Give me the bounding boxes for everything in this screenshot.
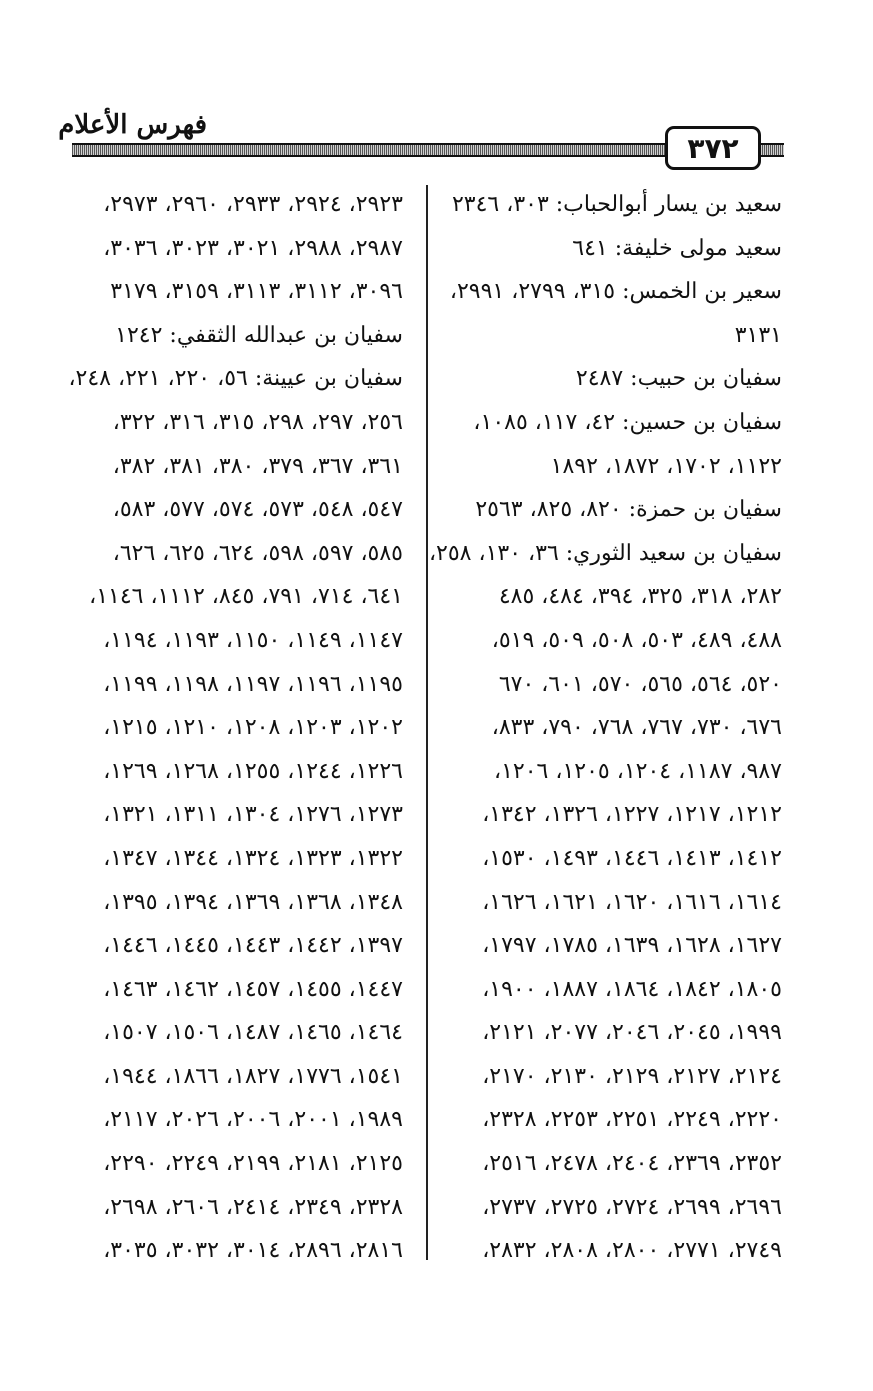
index-line: ٣١٣١	[734, 322, 782, 348]
index-line: ٢٩٢٣، ٢٩٢٤، ٢٩٣٣، ٢٩٦٠، ٢٩٧٣،	[103, 192, 403, 217]
index-line: ٢٨٢، ٣١٨، ٣٢٥، ٣٩٤، ٤٨٤، ٤٨٥	[498, 584, 782, 610]
index-column-left	[68, 183, 403, 1273]
index-line: سفيان بن سعيد الثوري: ٣٦، ١٣٠، ٢٥٨،	[428, 540, 782, 566]
index-line: سفيان بن عيينة: ٥٦، ٢٢٠، ٢٢١، ٢٤٨،	[68, 366, 403, 392]
index-column-right	[428, 183, 782, 1273]
index-line: ٥٤٧، ٥٤٨، ٥٧٣، ٥٧٤، ٥٧٧، ٥٨٣،	[112, 497, 403, 523]
index-line: ٣٠٩٦، ٣١١٢، ٣١١٣، ٣١٥٩، ٣١٧٩	[110, 279, 403, 305]
index-line: ١١٢٢، ١٧٠٢، ١٨٧٢، ١٨٩٢	[550, 453, 782, 479]
index-line: ١٣٤٨، ١٣٦٨، ١٣٦٩، ١٣٩٤، ١٣٩٥،	[103, 889, 403, 915]
index-line: ١٢٢٦، ١٢٤٤، ١٢٥٥، ١٢٦٨، ١٢٦٩،	[103, 758, 403, 784]
index-line: ٤٨٨، ٤٨٩، ٥٠٣، ٥٠٨، ٥٠٩، ٥١٩،	[491, 627, 782, 653]
index-line: ٢٥٦، ٢٩٧، ٢٩٨، ٣١٥، ٣١٦، ٣٢٢،	[112, 409, 403, 435]
column-divider	[426, 185, 428, 1260]
index-line: ١٤٦٤، ١٤٦٥، ١٤٨٧، ١٥٠٦، ١٥٠٧،	[103, 1020, 403, 1046]
index-line: ٢٢٢٠، ٢٢٤٩، ٢٢٥١، ٢٢٥٣، ٢٣٢٨،	[482, 1107, 782, 1133]
index-line: ١٣٢٢، ١٣٢٣، ١٣٢٤، ١٣٤٤، ١٣٤٧،	[103, 845, 403, 871]
index-line: ٣٦١، ٣٦٧، ٣٧٩، ٣٨٠، ٣٨١، ٣٨٢،	[112, 453, 403, 479]
index-line: سفيان بن عبدالله الثقفي: ١٢٤٢	[115, 322, 403, 348]
index-line: ٦٤١، ٧١٤، ٧٩١، ٨٤٥، ١١١٢، ١١٤٦،	[89, 584, 403, 610]
index-line: ١٤١٢، ١٤١٣، ١٤٤٦، ١٤٩٣، ١٥٣٠،	[482, 845, 782, 871]
index-line: سفيان بن حسين: ٤٢، ١١٧، ١٠٨٥،	[473, 409, 782, 435]
running-header-title: فهرس الأعلام	[58, 110, 207, 140]
index-line: سعير بن الخمس: ٣١٥، ٢٧٩٩، ٢٩٩١،	[449, 279, 782, 305]
page-number-box	[665, 126, 761, 170]
index-line: ١٤٤٧، ١٤٥٥، ١٤٥٧، ١٤٦٢، ١٤٦٣،	[103, 976, 403, 1002]
index-line: ١٢٠٢، ١٢٠٣، ١٢٠٨، ١٢١٠، ١٢١٥،	[103, 715, 403, 741]
index-line: ٢٩٨٧، ٢٩٨٨، ٣٠٢١، ٣٠٢٣، ٣٠٣٦،	[103, 235, 403, 261]
index-line: ٢٣٥٢، ٢٣٦٩، ٢٤٠٤، ٢٤٧٨، ٢٥١٦،	[482, 1151, 782, 1177]
index-line: ١٩٩٩، ٢٠٤٥، ٢٠٤٦، ٢٠٧٧، ٢١٢١،	[482, 1020, 782, 1046]
page-number: ٣٧٢	[687, 131, 739, 165]
index-line: ١٦٢٧، ١٦٢٨، ١٦٣٩، ١٧٨٥، ١٧٩٧،	[482, 933, 782, 959]
index-line: ٥٨٥، ٥٩٧، ٥٩٨، ٦٢٤، ٦٢٥، ٦٢٦،	[112, 540, 403, 566]
index-line: ١٩٨٩، ٢٠٠١، ٢٠٠٦، ٢٠٢٦، ٢١١٧،	[103, 1107, 403, 1133]
index-line: ٢٦٩٦، ٢٦٩٩، ٢٧٢٤، ٢٧٢٥، ٢٧٣٧،	[482, 1194, 782, 1220]
index-line: ١١٩٥، ١١٩٦، ١١٩٧، ١١٩٨، ١١٩٩،	[103, 671, 403, 697]
index-line: ١٦١٤، ١٦١٦، ١٦٢٠، ١٦٢١، ١٦٢٦،	[482, 889, 782, 915]
index-line: ١١٤٧، ١١٤٩، ١١٥٠، ١١٩٣، ١١٩٤،	[103, 627, 403, 653]
index-line: ٢٧٤٩، ٢٧٧١، ٢٨٠٠، ٢٨٠٨، ٢٨٣٢،	[482, 1238, 782, 1264]
index-line: ٢١٢٤، ٢١٢٧، ٢١٢٩، ٢١٣٠، ٢١٧٠،	[482, 1063, 782, 1089]
index-line: سفيان بن حمزة: ٨٢٠، ٨٢٥، ٢٥٦٣	[475, 497, 782, 523]
index-line: ٥٢٠، ٥٦٤، ٥٦٥، ٥٧٠، ٦٠١، ٦٧٠	[498, 671, 782, 697]
index-line: ٢٣٢٨، ٢٣٤٩، ٢٤١٤، ٢٦٠٦، ٢٦٩٨،	[103, 1194, 403, 1220]
index-line: سفيان بن حبيب: ٢٤٨٧	[575, 366, 782, 392]
index-line: ٢٨١٦، ٢٨٩٦، ٣٠١٤، ٣٠٣٢، ٣٠٣٥،	[103, 1238, 403, 1264]
index-line: ٦٧٦، ٧٣٠، ٧٦٧، ٧٦٨، ٧٩٠، ٨٣٣،	[491, 715, 782, 741]
index-line: ١٢٧٣، ١٢٧٦، ١٣٠٤، ١٣١١، ١٣٢١،	[103, 802, 403, 828]
index-line: سعيد مولى خليفة: ٦٤١	[572, 235, 782, 261]
index-line: سعيد بن يسار أبوالحباب: ٣٠٣، ٢٣٤٦	[451, 192, 782, 217]
index-line: ١٢١٢، ١٢١٧، ١٢٢٧، ١٣٢٦، ١٣٤٢،	[482, 802, 782, 828]
index-line: ١٨٠٥، ١٨٤٢، ١٨٦٤، ١٨٨٧، ١٩٠٠،	[482, 976, 782, 1002]
index-line: ٩٨٧، ١١٨٧، ١٢٠٤، ١٢٠٥، ١٢٠٦،	[494, 758, 782, 784]
index-line: ١٣٩٧، ١٤٤٢، ١٤٤٣، ١٤٤٥، ١٤٤٦،	[103, 933, 403, 959]
index-line: ٢١٢٥، ٢١٨١، ٢١٩٩، ٢٢٤٩، ٢٢٩٠،	[103, 1151, 403, 1177]
index-line: ١٥٤١، ١٧٧٦، ١٨٢٧، ١٨٦٦، ١٩٤٤،	[103, 1063, 403, 1089]
